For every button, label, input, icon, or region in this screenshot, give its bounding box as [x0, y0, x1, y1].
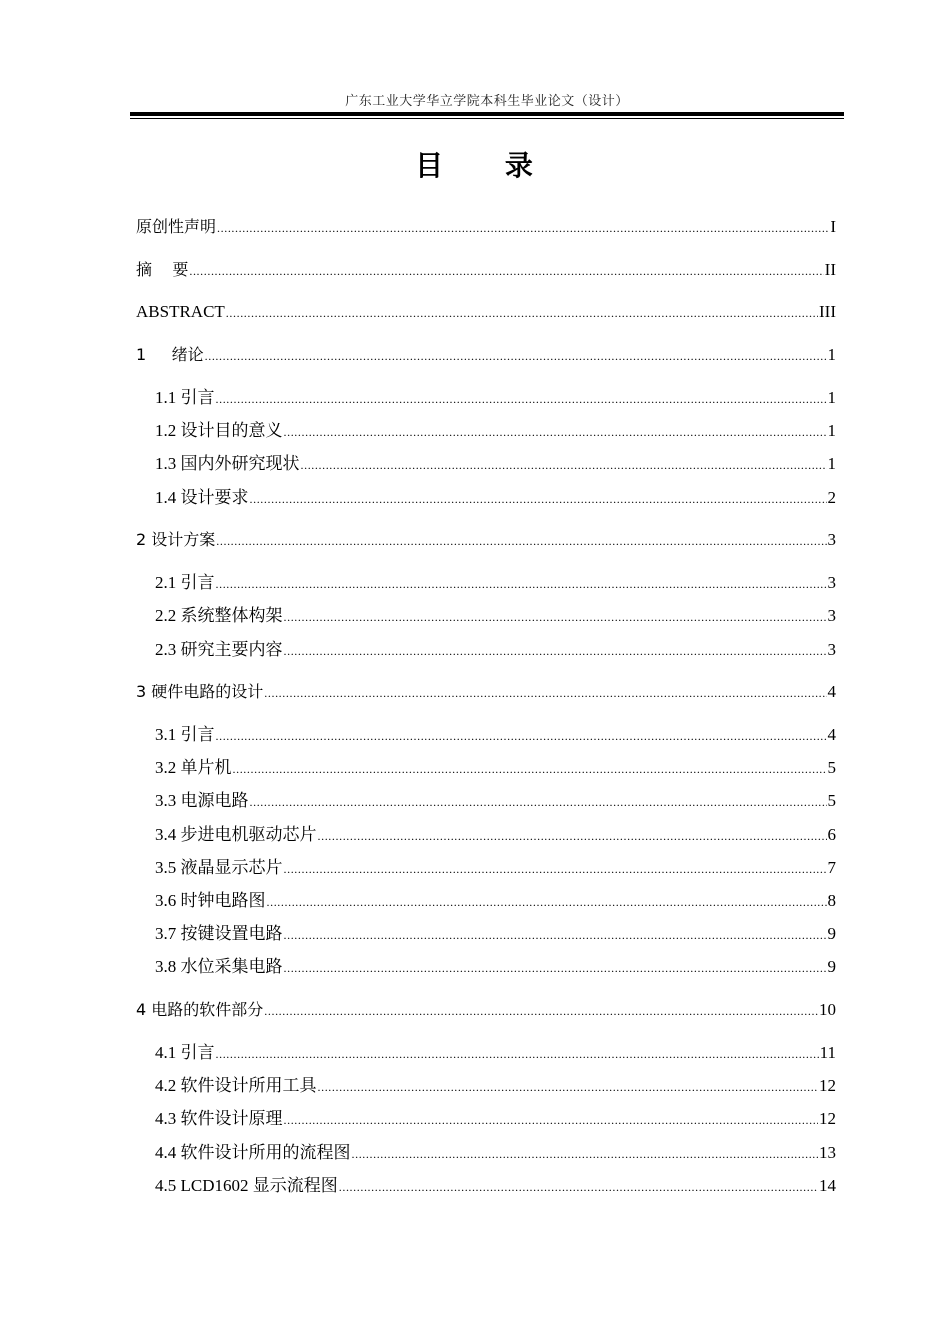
toc-entry[interactable] — [136, 344, 836, 366]
toc-entry-page-number: 2 — [827, 488, 836, 507]
page-title: 目 录 — [415, 149, 559, 182]
toc-entry[interactable] — [155, 572, 836, 594]
toc-entry[interactable] — [155, 1175, 836, 1197]
toc-dot-leader — [264, 682, 826, 704]
toc-entry-label: 2.1 引言 — [155, 573, 215, 592]
toc-entry[interactable] — [155, 890, 836, 912]
toc-entry-label: 3 硬件电路的设计 — [136, 682, 264, 701]
toc-dot-leader — [217, 217, 829, 239]
toc-entry-label: 4.5 LCD1602 显示流程图 — [155, 1176, 338, 1195]
toc-entry[interactable] — [136, 259, 836, 281]
toc-dot-leader — [284, 1109, 819, 1131]
toc-entry[interactable] — [136, 301, 836, 323]
toc-entry-label: 3.5 液晶显示芯片 — [155, 858, 283, 877]
toc-entry[interactable] — [155, 387, 836, 409]
toc-entry[interactable] — [155, 487, 836, 509]
toc-entry-page-number: 10 — [819, 1000, 836, 1019]
toc-entry[interactable] — [155, 453, 836, 475]
toc-entry-page-number: 1 — [827, 388, 836, 407]
toc-entry-page-number: 4 — [827, 725, 836, 744]
toc-entry-label: 1.1 引言 — [155, 388, 215, 407]
toc-dot-leader — [284, 421, 827, 443]
toc-entry-label: 4 电路的软件部分 — [136, 1000, 264, 1019]
toc-dot-leader — [233, 758, 827, 780]
toc-entry-page-number: 7 — [827, 858, 836, 877]
toc-entry-label: 4.4 软件设计所用的流程图 — [155, 1143, 351, 1162]
toc-entry[interactable] — [155, 956, 836, 978]
toc-dot-leader — [352, 1143, 819, 1165]
toc-entry-label: 2 设计方案 — [136, 530, 216, 549]
toc-entry-page-number: 3 — [827, 530, 836, 549]
toc-entry-page-number: 8 — [827, 891, 836, 910]
toc-entry-label: 3.2 单片机 — [155, 758, 232, 777]
toc-entry-page-number: 1 — [827, 345, 836, 364]
toc-entry-page-number: 12 — [819, 1109, 836, 1128]
toc-entry[interactable] — [155, 420, 836, 442]
toc-entry-label: 4.2 软件设计所用工具 — [155, 1076, 317, 1095]
toc-entry-label: 原创性声明 — [136, 217, 217, 236]
toc-entry[interactable] — [155, 1075, 836, 1097]
toc-entry-page-number: I — [830, 217, 836, 236]
toc-dot-leader — [318, 1076, 819, 1098]
toc-entry-page-number: 1 — [827, 454, 836, 473]
toc-entry[interactable] — [136, 529, 836, 551]
toc-entry-label: 1.4 设计要求 — [155, 488, 249, 507]
toc-entry-page-number: 12 — [819, 1076, 836, 1095]
toc-dot-leader — [264, 1000, 818, 1022]
toc-dot-leader — [216, 530, 826, 552]
toc-entry-page-number: 14 — [819, 1176, 836, 1195]
toc-dot-leader — [284, 640, 827, 662]
toc-dot-leader — [284, 924, 827, 946]
toc-entry-label: 1.3 国内外研究现状 — [155, 454, 300, 473]
toc-entry[interactable] — [155, 1142, 836, 1164]
toc-dot-leader — [226, 302, 818, 324]
toc-dot-leader — [284, 957, 827, 979]
toc-entry-label: 2.2 系统整体构架 — [155, 606, 283, 625]
toc-dot-leader — [216, 573, 827, 595]
toc-entry-page-number: 9 — [827, 924, 836, 943]
toc-dot-leader — [267, 891, 827, 913]
page-header: 广东工业大学华立学院本科生毕业论文（设计） — [345, 93, 629, 108]
toc-entry-page-number: 5 — [827, 791, 836, 810]
toc-entry[interactable] — [155, 724, 836, 746]
toc-entry-page-number: 3 — [827, 606, 836, 625]
toc-dot-leader — [216, 1043, 819, 1065]
toc-entry-label: 3.1 引言 — [155, 725, 215, 744]
toc-entry-label: 1 绪论 — [136, 345, 204, 364]
toc-entry[interactable] — [155, 639, 836, 661]
toc-entry-label: 4.3 软件设计原理 — [155, 1109, 283, 1128]
toc-entry-label: 3.6 时钟电路图 — [155, 891, 266, 910]
toc-dot-leader — [205, 345, 827, 367]
toc-entry-page-number: 4 — [827, 682, 836, 701]
toc-entry[interactable] — [155, 605, 836, 627]
toc-entry-label: 4.1 引言 — [155, 1043, 215, 1062]
toc-dot-leader — [318, 825, 827, 847]
toc-dot-leader — [284, 858, 827, 880]
toc-entry[interactable] — [136, 216, 836, 238]
toc-dot-leader — [189, 260, 823, 282]
toc-dot-leader — [339, 1176, 818, 1198]
toc-entry-label: 3.8 水位采集电路 — [155, 957, 283, 976]
toc-entry-label: ABSTRACT — [136, 302, 225, 321]
toc-entry[interactable] — [136, 681, 836, 703]
toc-dot-leader — [301, 454, 827, 476]
toc-entry[interactable] — [136, 999, 836, 1021]
toc-entry[interactable] — [155, 1108, 836, 1130]
toc-entry[interactable] — [155, 1042, 836, 1064]
toc-entry-page-number: 1 — [827, 421, 836, 440]
toc-entry-label: 3.3 电源电路 — [155, 791, 249, 810]
toc-dot-leader — [216, 725, 827, 747]
toc-dot-leader — [250, 791, 827, 813]
toc-dot-leader — [284, 606, 827, 628]
toc-dot-leader — [250, 488, 827, 510]
toc-entry-page-number: 3 — [827, 640, 836, 659]
toc-entry[interactable] — [155, 923, 836, 945]
toc-entry[interactable] — [155, 790, 836, 812]
toc-entry[interactable] — [155, 857, 836, 879]
toc-entry-page-number: 13 — [819, 1143, 836, 1162]
toc-entry-label: 3.7 按键设置电路 — [155, 924, 283, 943]
toc-entry-page-number: 3 — [827, 573, 836, 592]
toc-entry-page-number: 9 — [827, 957, 836, 976]
toc-entry-label: 摘 要 — [136, 260, 189, 279]
toc-entry[interactable] — [155, 757, 836, 779]
toc-entry-page-number: III — [819, 302, 836, 321]
toc-entry[interactable] — [155, 824, 836, 846]
toc-dot-leader — [216, 388, 827, 410]
toc-entry-label: 3.4 步进电机驱动芯片 — [155, 825, 317, 844]
toc-entry-page-number: 11 — [819, 1043, 836, 1062]
toc-entry-page-number: II — [824, 260, 836, 279]
toc-entry-page-number: 5 — [827, 758, 836, 777]
toc-entry-page-number: 6 — [827, 825, 836, 844]
toc-entry-label: 2.3 研究主要内容 — [155, 640, 283, 659]
toc-entry-label: 1.2 设计目的意义 — [155, 421, 283, 440]
